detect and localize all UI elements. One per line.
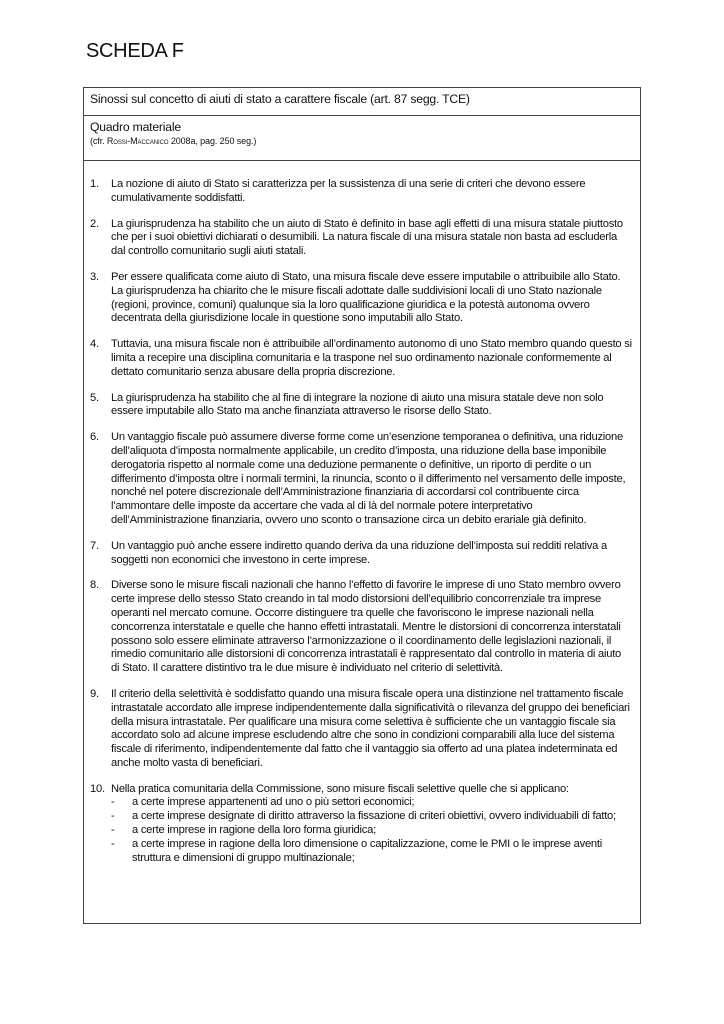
ref-author: Rossi-Maccanico <box>106 136 169 146</box>
ref-prefix: (cfr. <box>90 136 107 146</box>
sub-item <box>111 796 632 810</box>
sub-item-dash: - <box>111 810 115 823</box>
item-text: La giurisprudenza ha stabilito che un aiuto di Stato è definito in base agli effetti di una misura statale piuttosto che per i suoi obiettivi dichiarati o desumibili. La natura fiscale di una misura statale non basta ad escluderla dal controllo comunitario sugli aiuti statali. <box>111 217 623 258</box>
item-number: 5. <box>90 391 99 404</box>
list-item <box>90 783 632 866</box>
item-body <box>111 783 632 866</box>
list-item <box>90 338 632 379</box>
list-item <box>90 688 632 771</box>
item-text: Il criterio della selettività è soddisfatto quando una misura fiscale opera una distinzione nel trattamento fiscale intrastatale accordato alle imprese indipendentemente dalla significatività o rilevanza del gruppo dei beneficiari della misura intrastatale. Per qualificare una misura come selettiva è sufficiente che un vantaggio fiscale sia accordato solo ad alcune imprese escludendo altre che sono in condizioni comparabili alla luce del sistema fiscale di riferimento, indipendentemente dal fatto che il vantaggio sia offerto ad una platea indeterminata ed anche molto vasta di beneficiari. <box>111 687 630 769</box>
sub-item-text: a certe imprese appartenenti ad uno o più settori economici; <box>132 796 415 809</box>
list-item <box>90 431 632 528</box>
sub-item <box>111 824 632 838</box>
item-number: 1. <box>90 178 99 190</box>
item-text: Tuttavia, una misura fiscale non è attribuibile all’ordinamento autonomo di uno Stato membro quando questo si limita a recepire una disciplina comunitaria e la traspone nel suo ordinamento nazionale conformemente al dettato comunitario senza abusare della propria discrezione. <box>111 338 632 378</box>
list-item <box>90 579 632 676</box>
page-title: SCHEDA F <box>86 40 184 62</box>
numbered-list <box>84 161 640 865</box>
list-item <box>90 392 632 420</box>
item-text: Nella pratica comunitaria della Commissione, sono misure fiscali selettive quelle che si applicano: <box>111 782 569 795</box>
table-title: Sinossi sul concetto di aiuti di stato a carattere fiscale (art. 87 segg. TCE) <box>84 88 640 116</box>
sub-item-text: a certe imprese in ragione della loro forma giuridica; <box>132 824 376 837</box>
list-item <box>90 540 632 568</box>
sub-item-text: a certe imprese in ragione della loro dimensione o capitalizzazione, come le PMI o le imprese aventi struttura e dimensioni di gruppo multinazionale; <box>132 837 602 864</box>
item-number: 9. <box>90 687 99 700</box>
sub-item-dash: - <box>111 824 115 837</box>
list-item <box>90 271 632 326</box>
sub-item-text: a certe imprese designate di diritto attraverso la fissazione di criteri obiettivi, ovvero individuabili di fatto; <box>132 810 616 823</box>
item-number: 4. <box>90 338 99 351</box>
sub-item-dash: - <box>111 796 115 809</box>
item-number: 2. <box>90 217 99 230</box>
quadro-reference <box>90 135 634 147</box>
item-number: 8. <box>90 579 99 592</box>
item-number: 6. <box>90 431 99 444</box>
ref-suffix: 2008a, pag. 250 seg.) <box>168 136 257 146</box>
sub-item-dash: - <box>111 837 115 850</box>
item-text: Un vantaggio può anche essere indiretto quando deriva da una riduzione dell’imposta sui redditi relativa a soggetti non economici che investono in certe imprese. <box>111 539 607 566</box>
item-text: Un vantaggio fiscale può assumere diverse forme come un’esenzione temporanea o definitiva, una riduzione dell’aliquota d’imposta normalmente applicabile, un credito d’imposta, una riduzione della base imponibile derogatoria rispetto al normale come una deduzione permanente o definitive, un riporto di perdite o un differimento d’imposta oltre i normali termini, la rinuncia, sconto o il differimento nel versamento delle imposte, nonché nel potere discrezionale dell’Amministrazione finanziaria di accordarsi col contribuente circa l’ammontare delle imposte da accertare che vada al di là del normale potere interpretativo dell’Amministrazione finanziaria, ovvero uno sconto o transazione circa un debito erariale già definito. <box>111 431 626 526</box>
item-text: La nozione di aiuto di Stato si caratterizza per la sussistenza di una serie di criteri che devono essere cumulativamente soddisfatti. <box>111 178 586 204</box>
item-number: 3. <box>90 270 99 283</box>
item-text: Diverse sono le misure fiscali nazionali che hanno l’effetto di favorire le imprese di uno Stato membro ovvero certe imprese dello stesso Stato creando in tal modo distorsioni dell’equilibrio concorrenziale tra imprese operanti nel mercato comune. Occorre distinguere tra quelle che favoriscono le imprese nazionali nella concorrenza interstatale e quelle che hanno effetti intrastatali. Mentre le distorsioni di concorrenza interstatali possono solo essere eliminate attraverso l’armonizzazione o il coordinamento delle legislazioni nazionali, il rimedio comunitario alle distorsioni di concorrenza intrastatali è rappresentato dal controllo in materia di aiuto di Stato. Il carattere distintivo tra le due misure è individuato nel criterio di selettività. <box>111 579 622 675</box>
quadro-section <box>84 116 640 161</box>
item-number: 10. <box>90 782 105 795</box>
item-number: 7. <box>90 539 99 552</box>
item-text: Per essere qualificata come aiuto di Stato, una misura fiscale deve essere imputabile o attribuibile allo Stato. La giurisprudenza ha chiarito che le misure fiscali adottate dalle suddivisioni locali di uno Stato nazionale (regioni, province, comuni) qualunque sia la loro qualificazione giuridica e la potestà autonoma ovvero decentrata della giurisdizione locale in questione sono imputabili allo Stato. <box>111 270 621 325</box>
list-item <box>90 178 632 206</box>
sub-item <box>111 810 632 824</box>
list-item <box>90 218 632 259</box>
quadro-title: Quadro materiale <box>90 120 181 134</box>
sub-item <box>111 838 632 866</box>
item-text: La giurisprudenza ha stabilito che al fine di integrare la nozione di aiuto una misura statale deve non solo essere imputabile allo Stato ma anche finanziata attraverso le risorse dello Stato. <box>111 391 604 418</box>
synopsis-table <box>83 87 641 924</box>
